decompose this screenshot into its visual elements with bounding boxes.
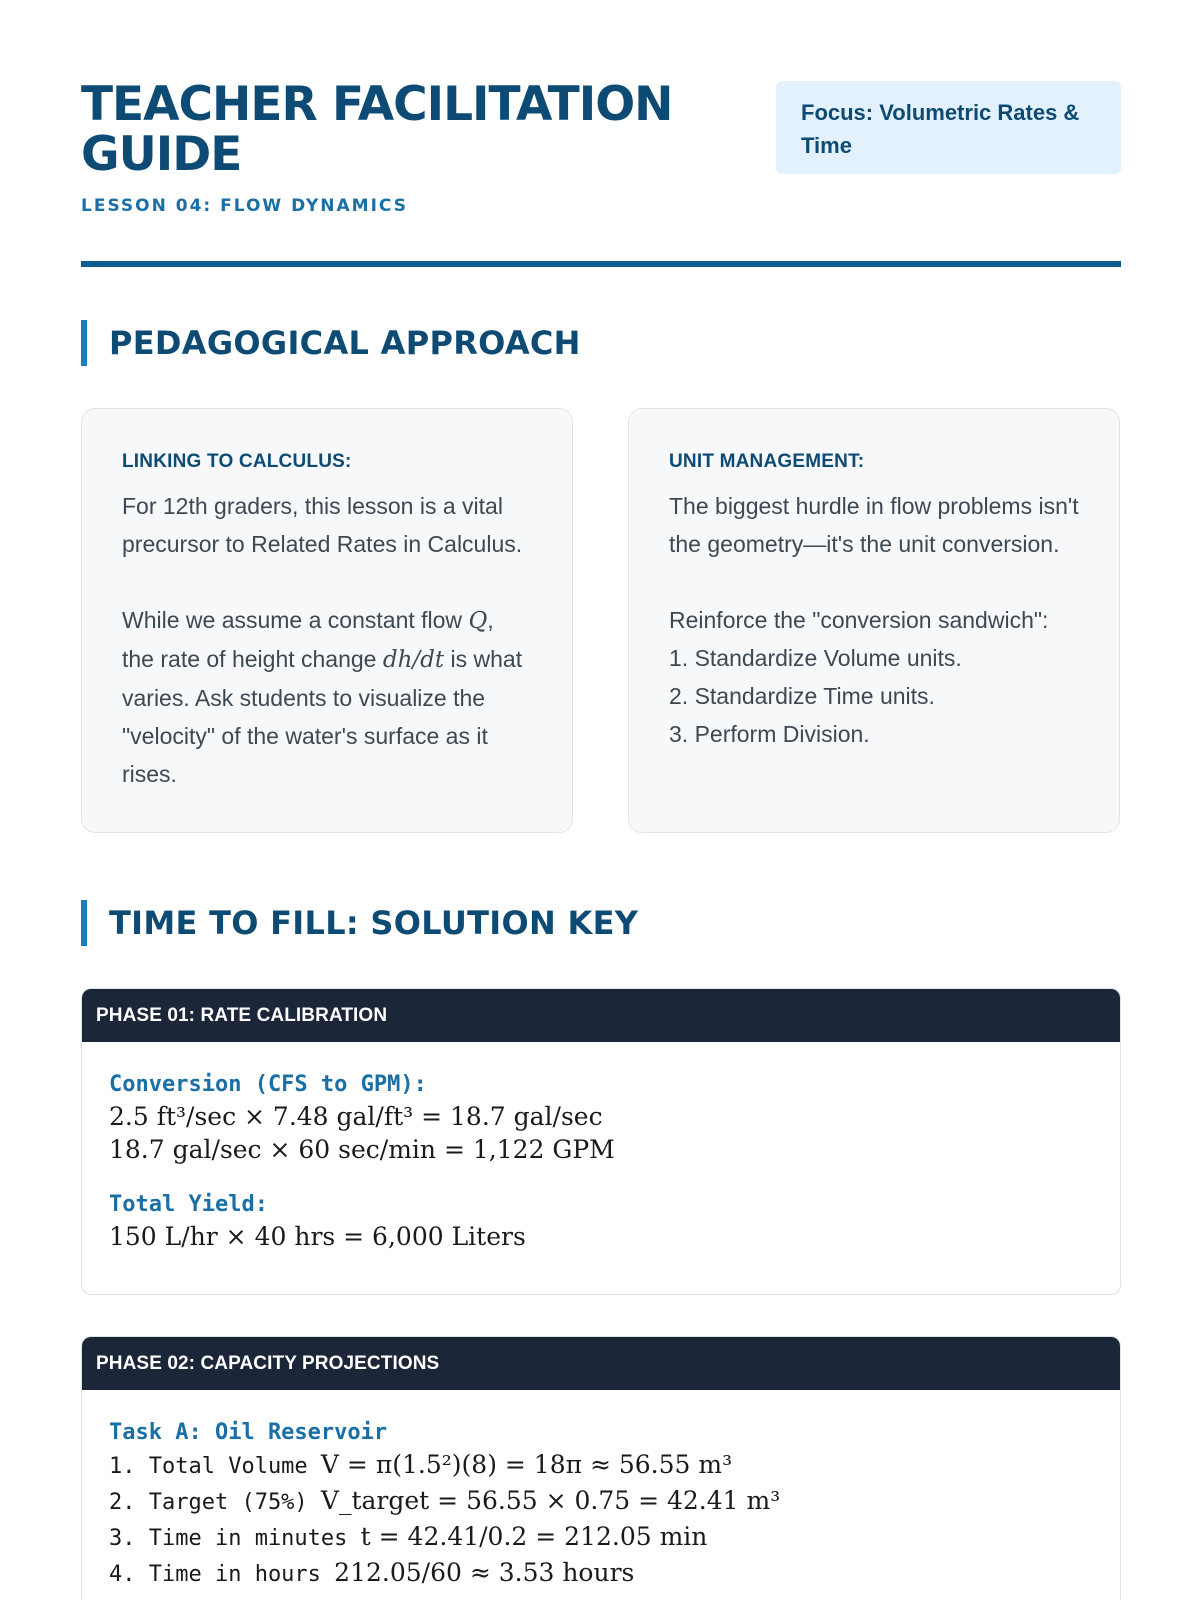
header-divider (81, 261, 1121, 267)
phase-panel-rate-calibration (81, 988, 1121, 1295)
card-body (122, 487, 532, 793)
card-paragraph: Reinforce the "conversion sandwich": (669, 607, 1049, 633)
list-item: 1. Standardize Volume units. (669, 645, 962, 671)
card-paragraph: For 12th graders, this lesson is a vital precursor to Related Rates in Calculus. (122, 493, 523, 557)
card-unit-management (628, 408, 1120, 833)
task-label: Task A: Oil Reservoir (109, 1420, 388, 1445)
card-label: LINKING TO CALCULUS: (122, 451, 352, 472)
solution-step: 4. Time in hours 212.05/60 ≈ 3.53 hours (109, 1558, 635, 1587)
page (81, 0, 1121, 1587)
equation-line: 150 L/hr × 40 hrs = 6,000 Liters (109, 1222, 526, 1251)
solution-step: 2. Target (75%) V_target = 56.55 × 0.75 = 42.41 m³ (109, 1486, 781, 1515)
page-title: TEACHER FACILITATION GUIDE (81, 77, 673, 182)
card-paragraph: While we assume a constant flow Q, the rate of height change dh/dt is what varies. Ask students to visualize the "velocity" of the water's surface as it rises. (122, 607, 523, 787)
rate-symbol: dh/dt (382, 647, 445, 673)
equation-line: 2.5 ft³/sec × 7.48 gal/ft³ = 18.7 gal/sec (109, 1102, 603, 1131)
header (81, 0, 1121, 268)
equation-line: 18.7 gal/sec × 60 sec/min = 1,122 GPM (109, 1135, 615, 1164)
card-label: UNIT MANAGEMENT: (669, 451, 865, 472)
yield-label: Total Yield: (109, 1192, 268, 1217)
focus-badge: Focus: Volumetric Rates & Time (776, 81, 1121, 174)
phase-body (82, 1042, 1120, 1253)
section-heading-solution: TIME TO FILL: SOLUTION KEY (81, 900, 638, 946)
phase-title: PHASE 01: RATE CALIBRATION (82, 989, 1120, 1042)
section-heading-pedagogy: PEDAGOGICAL APPROACH (81, 320, 581, 366)
card-paragraph: The biggest hurdle in flow problems isn't the geometry—it's the unit conversion. (669, 493, 1079, 557)
solution-step: 1. Total Volume V = π(1.5²)(8) = 18π ≈ 56.55 m³ (109, 1450, 733, 1479)
solution-step: 3. Time in minutes t = 42.41/0.2 = 212.05 min (109, 1522, 708, 1551)
card-body (669, 487, 1079, 753)
list-item: 2. Standardize Time units. (669, 683, 935, 709)
conversion-label: Conversion (CFS to GPM): (109, 1072, 427, 1097)
phase-body (82, 1390, 1120, 1592)
list-item: 3. Perform Division. (669, 721, 870, 747)
phase-title: PHASE 02: CAPACITY PROJECTIONS (82, 1337, 1120, 1390)
flow-symbol: Q (468, 608, 488, 634)
lesson-subtitle: LESSON 04: FLOW DYNAMICS (81, 196, 408, 216)
card-linking-calculus (81, 408, 573, 833)
phase-panel-capacity-projections (81, 1336, 1121, 1600)
